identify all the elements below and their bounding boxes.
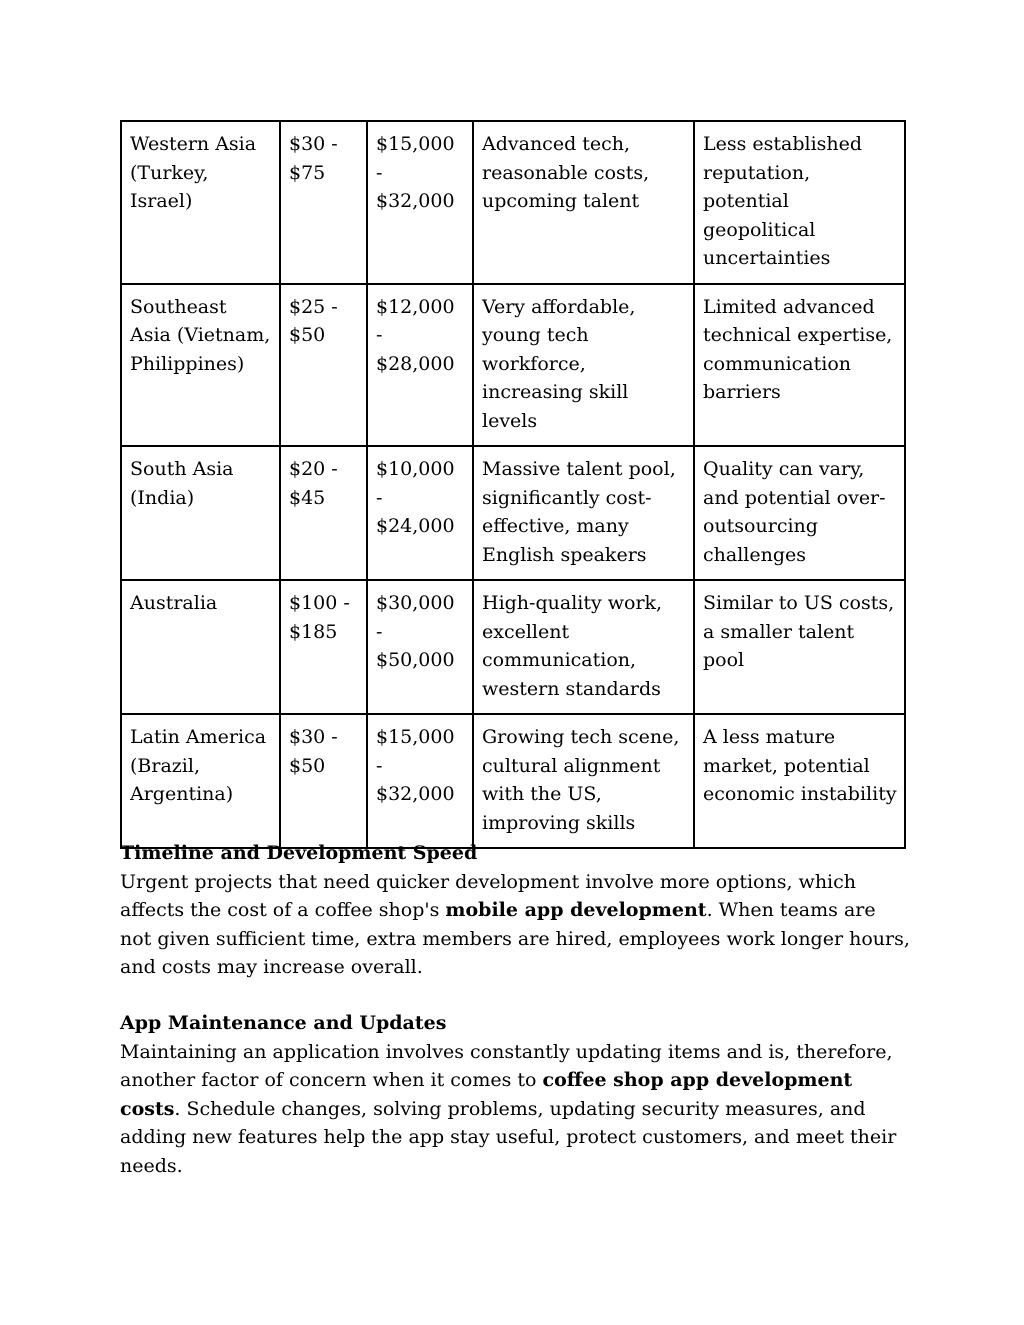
region-cell: South Asia (India): [121, 446, 280, 580]
table-row: [121, 284, 905, 447]
timeline-text-end: . When teams are not given sufficient time, extra members are hired, employees work longer hours, and costs may increase overall.: [120, 899, 910, 978]
hourly-rate-cell: $30 - $75: [280, 121, 367, 284]
timeline-paragraph: [120, 868, 910, 982]
pros-cell: Advanced tech, reasonable costs, upcoming talent: [473, 121, 694, 284]
table-row: [121, 121, 905, 284]
cons-cell: A less mature market, potential economic instability: [694, 714, 905, 848]
region-cell: Western Asia (Turkey, Israel): [121, 121, 280, 284]
pros-cell: Massive talent pool, significantly cost-effective, many English speakers: [473, 446, 694, 580]
timeline-heading: Timeline and Development Speed: [120, 842, 478, 864]
project-cost-cell: $15,000 - $32,000: [367, 714, 473, 848]
maintenance-bold-phrase: coffee shop app development costs: [120, 1069, 853, 1120]
hourly-rate-cell: $100 - $185: [280, 580, 367, 714]
pros-cell: Growing tech scene, cultural alignment with the US, improving skills: [473, 714, 694, 848]
cons-cell: Similar to US costs, a smaller talent pool: [694, 580, 905, 714]
table-row: [121, 446, 905, 580]
cons-cell: Less established reputation, potential geopolitical uncertainties: [694, 121, 905, 284]
hourly-rate-cell: $30 - $50: [280, 714, 367, 848]
timeline-section: [120, 839, 910, 982]
region-cell: Latin America (Brazil, Argentina): [121, 714, 280, 848]
maintenance-text-end: . Schedule changes, solving problems, updating security measures, and adding new features help the app stay useful, protect customers, and meet their needs.: [120, 1097, 897, 1177]
pros-cell: Very affordable, young tech workforce, increasing skill levels: [473, 284, 694, 447]
project-cost-cell: $10,000 - $24,000: [367, 446, 473, 580]
cons-cell: Limited advanced technical expertise, communication barriers: [694, 284, 905, 447]
project-cost-cell: $12,000 - $28,000: [367, 284, 473, 447]
maintenance-heading: App Maintenance and Updates: [120, 1012, 447, 1034]
table-row: [121, 580, 905, 714]
timeline-text-start: Urgent projects that need quicker development involve more options, which affects the cost of a coffee shop's: [120, 870, 857, 921]
region-cell: Southeast Asia (Vietnam, Philippines): [121, 284, 280, 447]
pros-cell: High-quality work, excellent communication, western standards: [473, 580, 694, 714]
region-cell: Australia: [121, 580, 280, 714]
hourly-rate-cell: $20 - $45: [280, 446, 367, 580]
maintenance-paragraph: [120, 1038, 910, 1181]
outsourcing-region-table: [120, 120, 906, 849]
maintenance-text-start: Maintaining an application involves constantly updating items and is, therefore, another factor of concern when it comes to: [120, 1040, 893, 1091]
project-cost-cell: $30,000 - $50,000: [367, 580, 473, 714]
cons-cell: Quality can vary, and potential over-outsourcing challenges: [694, 446, 905, 580]
table-row: [121, 714, 905, 848]
maintenance-section: [120, 1009, 910, 1180]
hourly-rate-cell: $25 - $50: [280, 284, 367, 447]
timeline-bold-phrase: mobile app development: [445, 899, 707, 921]
project-cost-cell: $15,000 - $32,000: [367, 121, 473, 284]
